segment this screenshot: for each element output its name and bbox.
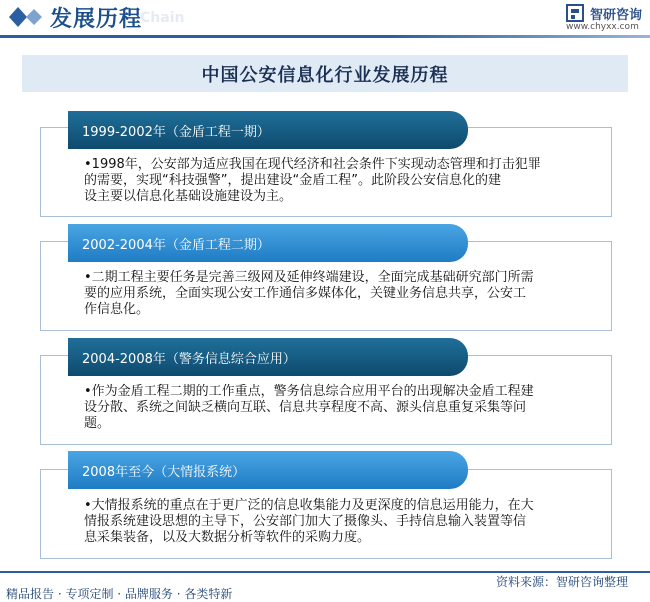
- phase-line: 情报系统建设思想的主导下，公安部门加大了摄像头、手持信息输入装置等信: [84, 514, 527, 529]
- brand-url: www.chyxx.com: [566, 22, 639, 32]
- footer-services: 精品报告 · 专项定制 · 品牌服务 · 各类特新: [6, 587, 233, 601]
- phase-description-2: [84, 270, 572, 318]
- phase-line: •大情报系统的重点在于更广泛的信息收集能力及更深度的信息运用能力，在大: [84, 498, 534, 513]
- page-title: 中国公安信息化行业发展历程: [201, 64, 449, 86]
- header-divider: [0, 35, 650, 38]
- phase-line: 息采集装备，以及大数据分析等软件的采购力度。: [84, 530, 371, 545]
- brand-name: 智研咨询: [590, 8, 643, 23]
- header-watermark: Chain: [140, 10, 185, 26]
- phase-line: •1998年，公安部为适应我国在现代经济和社会条件下实现动态管理和打击犯罪: [84, 157, 541, 172]
- brand-logo-icon: [566, 4, 586, 22]
- phase-heading-2: [68, 224, 468, 262]
- phase-line: 设分散、系统之间缺乏横向互联、信息共享程度不高、源头信息重复采集等问: [84, 400, 527, 415]
- phase-heading-text: 1999-2002年（金盾工程一期）: [82, 124, 270, 140]
- diamond-decoration-icon: [8, 4, 48, 30]
- header-title: 发展历程: [50, 7, 143, 32]
- header: [0, 0, 650, 36]
- footer-source: 资料来源：智研咨询整理: [496, 575, 629, 589]
- phase-heading-text: 2002-2004年（金盾工程二期）: [82, 237, 270, 253]
- phase-description-3: [84, 384, 572, 432]
- phase-heading-text: 2004-2008年（警务信息综合应用）: [82, 351, 296, 367]
- page-title-bar: [22, 55, 628, 92]
- phase-heading-text: 2008年至今（大情报系统）: [82, 464, 246, 480]
- phase-description-1: [84, 157, 572, 205]
- phase-line: 设主要以信息化基础设施建设为主。: [84, 189, 293, 204]
- phase-line: 的需要，实现“科技强警”，提出建设“金盾工程”。此阶段公安信息化的建: [84, 173, 501, 188]
- phase-heading-4: [68, 451, 468, 489]
- phase-line: 题。: [84, 416, 111, 431]
- phase-description-4: [84, 498, 572, 546]
- phase-line: •二期工程主要任务是完善三级网及延伸终端建设，全面完成基础研究部门所需: [84, 270, 534, 285]
- phase-heading-1: [68, 111, 468, 149]
- phase-line: 作信息化。: [84, 302, 150, 317]
- phase-heading-3: [68, 338, 468, 376]
- phase-line: •作为金盾工程二期的工作重点，警务信息综合应用平台的出现解决金盾工程建: [84, 384, 534, 399]
- phase-line: 要的应用系统，全面实现公安工作通信多媒体化，关键业务信息共享，公安工: [84, 286, 527, 301]
